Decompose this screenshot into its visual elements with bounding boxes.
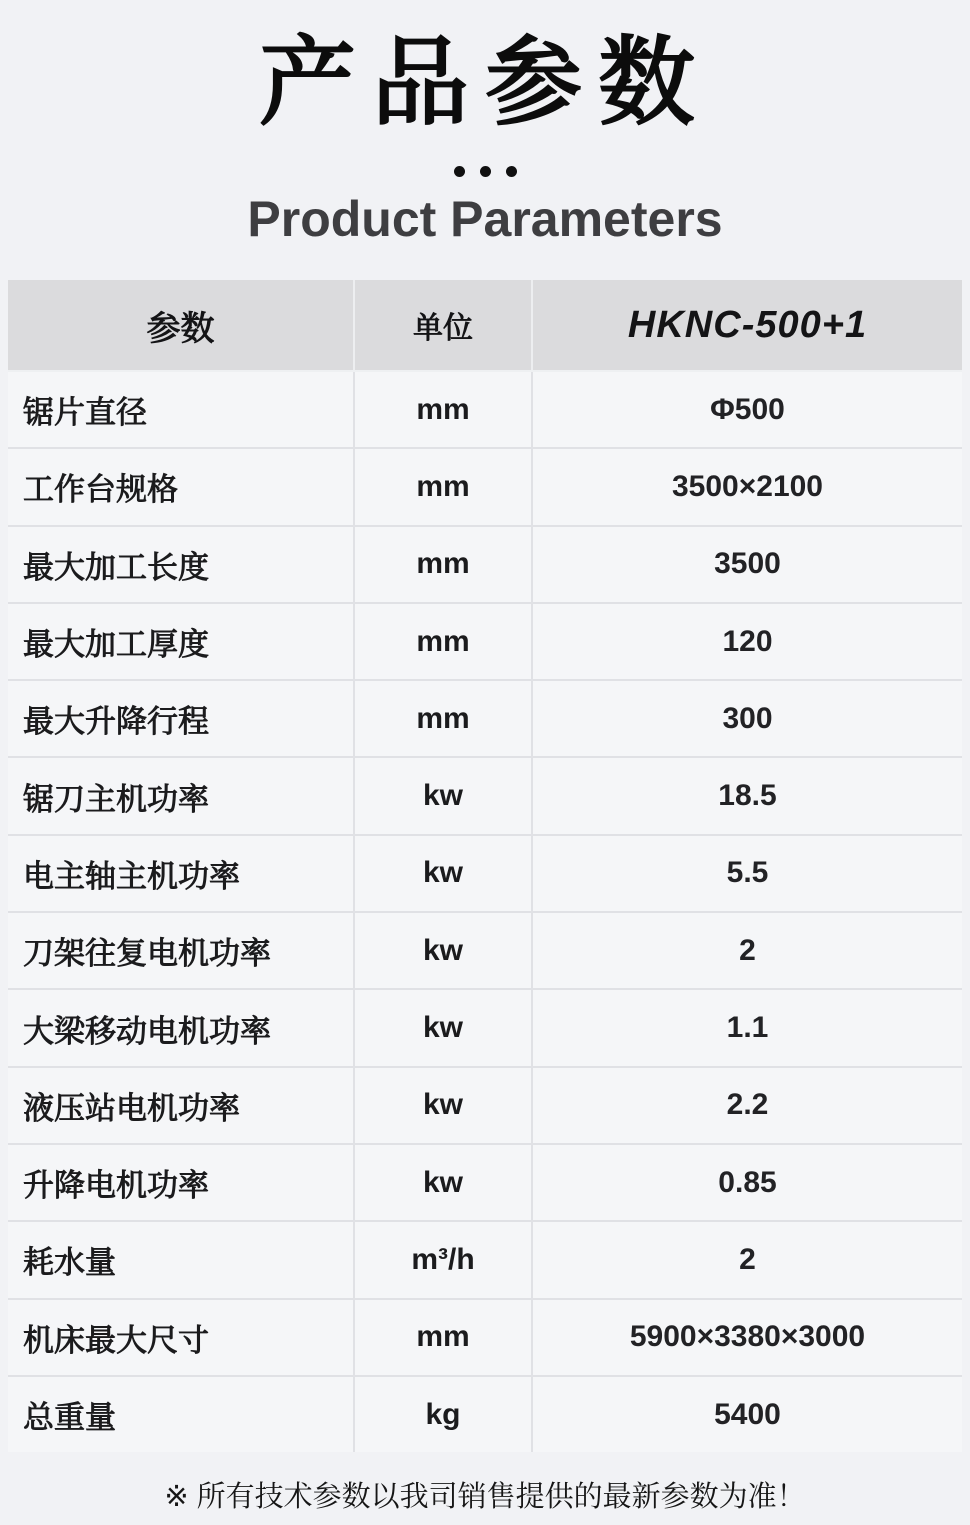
param-unit-cell: kw: [353, 913, 533, 988]
param-value-cell: 3500×2100: [672, 469, 823, 503]
param-value-cell: 2: [739, 1242, 756, 1276]
header-unit: 单位: [353, 280, 533, 370]
param-name-cell: 工作台规格: [23, 472, 178, 508]
table-row: [8, 370, 962, 447]
param-unit-cell: mm: [353, 1300, 533, 1375]
table-row: [8, 1143, 962, 1220]
gold-divider-strip: [0, 0, 970, 4]
param-unit-cell: mm: [353, 681, 533, 756]
param-name-cell: 大梁移动电机功率: [23, 1013, 271, 1049]
param-name-cell: 锯刀主机功率: [23, 781, 209, 817]
table-row: [8, 525, 962, 602]
table-row: [8, 834, 962, 911]
param-value-cell: 1.1: [726, 1011, 769, 1045]
param-value-cell: 0.85: [718, 1165, 777, 1199]
param-name-cell: 耗水量: [23, 1245, 116, 1281]
param-value-cell: 3500: [714, 547, 781, 581]
page-title-chinese: 产品参数: [259, 28, 711, 137]
param-name-cell: 刀架往复电机功率: [23, 936, 271, 972]
param-value-cell: 5900×3380×3000: [629, 1320, 866, 1354]
table-header-row: [8, 280, 962, 370]
param-value-cell: 2.2: [726, 1088, 769, 1122]
spec-table: [8, 280, 962, 1452]
table-row: [8, 988, 962, 1065]
param-unit-cell: kw: [353, 1145, 533, 1220]
table-row: [8, 1298, 962, 1375]
param-name-cell: 总重量: [23, 1400, 116, 1435]
table-row: [8, 1066, 962, 1143]
table-row: [8, 447, 962, 524]
table-row: [8, 1375, 962, 1452]
param-unit-cell: kw: [353, 836, 533, 911]
param-value-cell: Φ500: [710, 392, 785, 426]
page-title-english: Product Parameters: [247, 191, 723, 247]
table-row: [8, 756, 962, 833]
table-row: [8, 1220, 962, 1297]
param-unit-cell: kg: [353, 1377, 533, 1452]
param-unit-cell: kw: [353, 1068, 533, 1143]
param-value-cell: 300: [722, 701, 773, 735]
param-name-cell: 最大加工长度: [23, 549, 209, 585]
param-unit-cell: mm: [353, 527, 533, 602]
param-name-cell: 升降电机功率: [23, 1168, 209, 1204]
dot-icon: [506, 166, 517, 177]
table-row: [8, 602, 962, 679]
param-unit-cell: mm: [353, 449, 533, 524]
dot-icon: [480, 166, 491, 177]
param-name-cell: 液压站电机功率: [23, 1090, 240, 1126]
param-value-cell: 18.5: [718, 779, 777, 813]
footer-disclaimer: ※ 所有技术参数以我司销售提供的最新参数为准！: [164, 1481, 806, 1513]
dot-icon: [454, 166, 465, 177]
param-value-cell: 5400: [714, 1397, 781, 1431]
param-unit-cell: kw: [353, 990, 533, 1065]
param-unit-cell: kw: [353, 758, 533, 833]
param-name-cell: 最大加工厚度: [23, 627, 209, 663]
param-value-cell: 120: [722, 624, 773, 658]
param-value-cell: 2: [739, 933, 756, 967]
table-row: [8, 679, 962, 756]
header-model: HKNC-500+1: [627, 303, 868, 346]
param-unit-cell: mm: [353, 604, 533, 679]
param-name-cell: 电主轴主机功率: [23, 858, 240, 894]
header-param: 参数: [146, 309, 215, 348]
param-name-cell: 最大升降行程: [23, 704, 209, 740]
table-body: [8, 370, 962, 1452]
param-unit-cell: m³/h: [353, 1222, 533, 1297]
table-row: [8, 911, 962, 988]
param-name-cell: 锯片直径: [23, 395, 147, 431]
param-value-cell: 5.5: [726, 856, 769, 890]
ellipsis-decoration: [0, 166, 970, 177]
param-unit-cell: mm: [353, 372, 533, 447]
param-name-cell: 机床最大尺寸: [23, 1322, 209, 1358]
